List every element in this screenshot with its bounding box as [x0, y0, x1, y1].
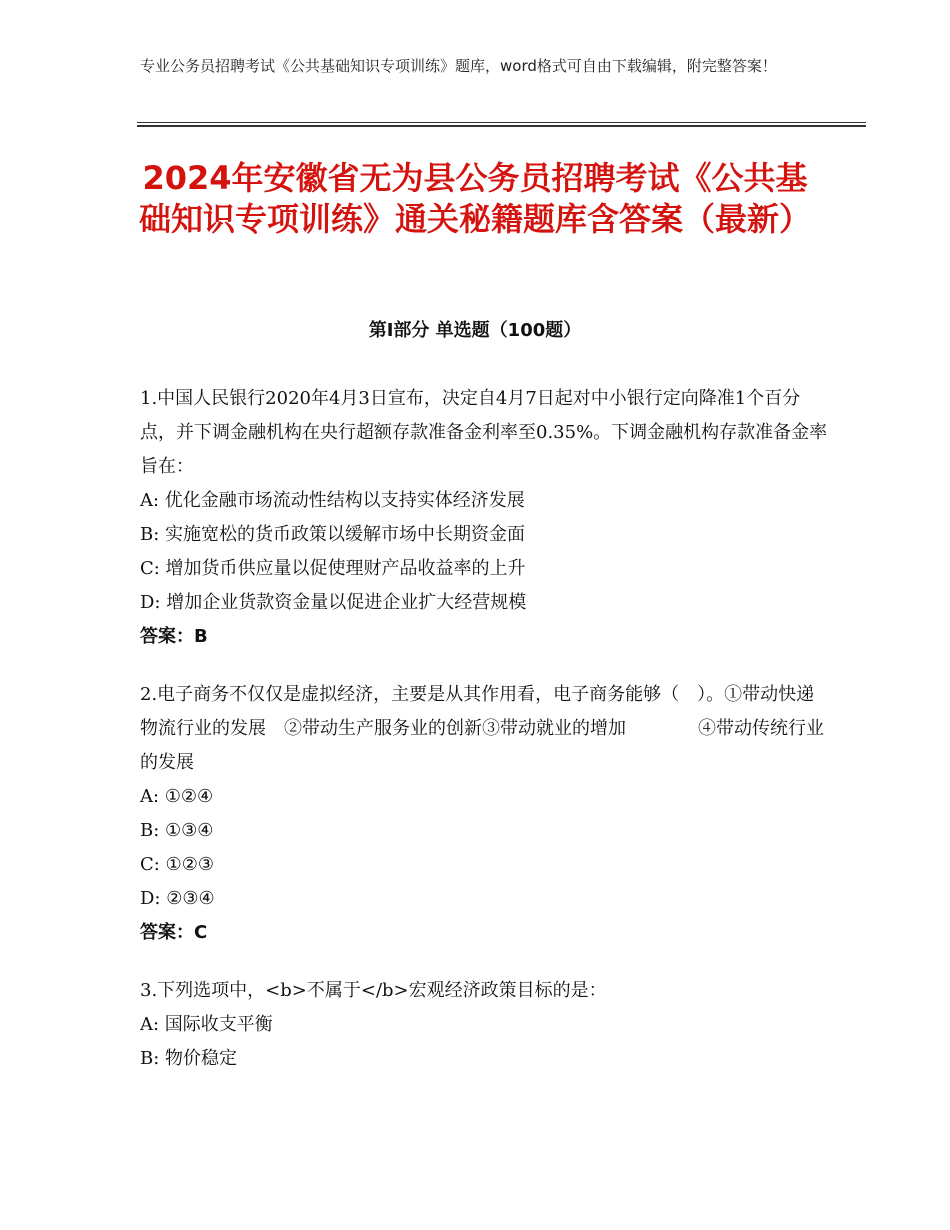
- answer: 答案：C: [140, 922, 208, 943]
- header-rule-bottom: [137, 125, 866, 127]
- option-b: B: ①③④: [140, 820, 214, 841]
- question-list: [140, 382, 830, 1100]
- answer: 答案：B: [140, 626, 208, 647]
- header-note: 专业公务员招聘考试《公共基础知识专项训练》题库，word格式可自由下载编辑，附完整答案！: [140, 57, 777, 75]
- section-heading: 第I部分 单选题（100题）: [368, 320, 582, 341]
- option-a: A: 国际收支平衡: [140, 1014, 273, 1035]
- option-a: A: ①②④: [140, 786, 214, 807]
- option-d: D: 增加企业货款资金量以促进企业扩大经营规模: [140, 592, 527, 613]
- option-a: A: 优化金融市场流动性结构以支持实体经济发展: [140, 490, 525, 511]
- header-rule-top: [137, 122, 866, 123]
- option-b: B: 实施宽松的货币政策以缓解市场中长期资金面: [140, 524, 526, 545]
- option-c: C: ①②③: [140, 854, 214, 875]
- option-b: B: 物价稳定: [140, 1048, 238, 1069]
- question-2: [140, 678, 830, 950]
- question-3: [140, 974, 830, 1076]
- question-stem: 1.中国人民银行2020年4月3日宣布，决定自4月7日起对中小银行定向降准1个百分点，并下调金融机构在央行超额存款准备金利率至0.35%。下调金融机构存款准备金率旨在：: [140, 388, 828, 477]
- option-c: C: 增加货币供应量以促使理财产品收益率的上升: [140, 558, 526, 579]
- question-stem: 3.下列选项中，<b>不属于</b>宏观经济政策目标的是：: [140, 980, 607, 1001]
- document-title: 2024年安徽省无为县公务员招聘考试《公共基础知识专项训练》通关秘籍题库含答案（最新）: [138, 159, 811, 238]
- question-1: [140, 382, 830, 654]
- option-d: D: ②③④: [140, 888, 215, 909]
- question-stem: 2.电子商务不仅仅是虚拟经济，主要是从其作用看，电子商务能够（ ）。①带动快递物流行业的发展 ②带动生产服务业的创新③带动就业的增加 ④带动传统行业的发展: [140, 684, 824, 773]
